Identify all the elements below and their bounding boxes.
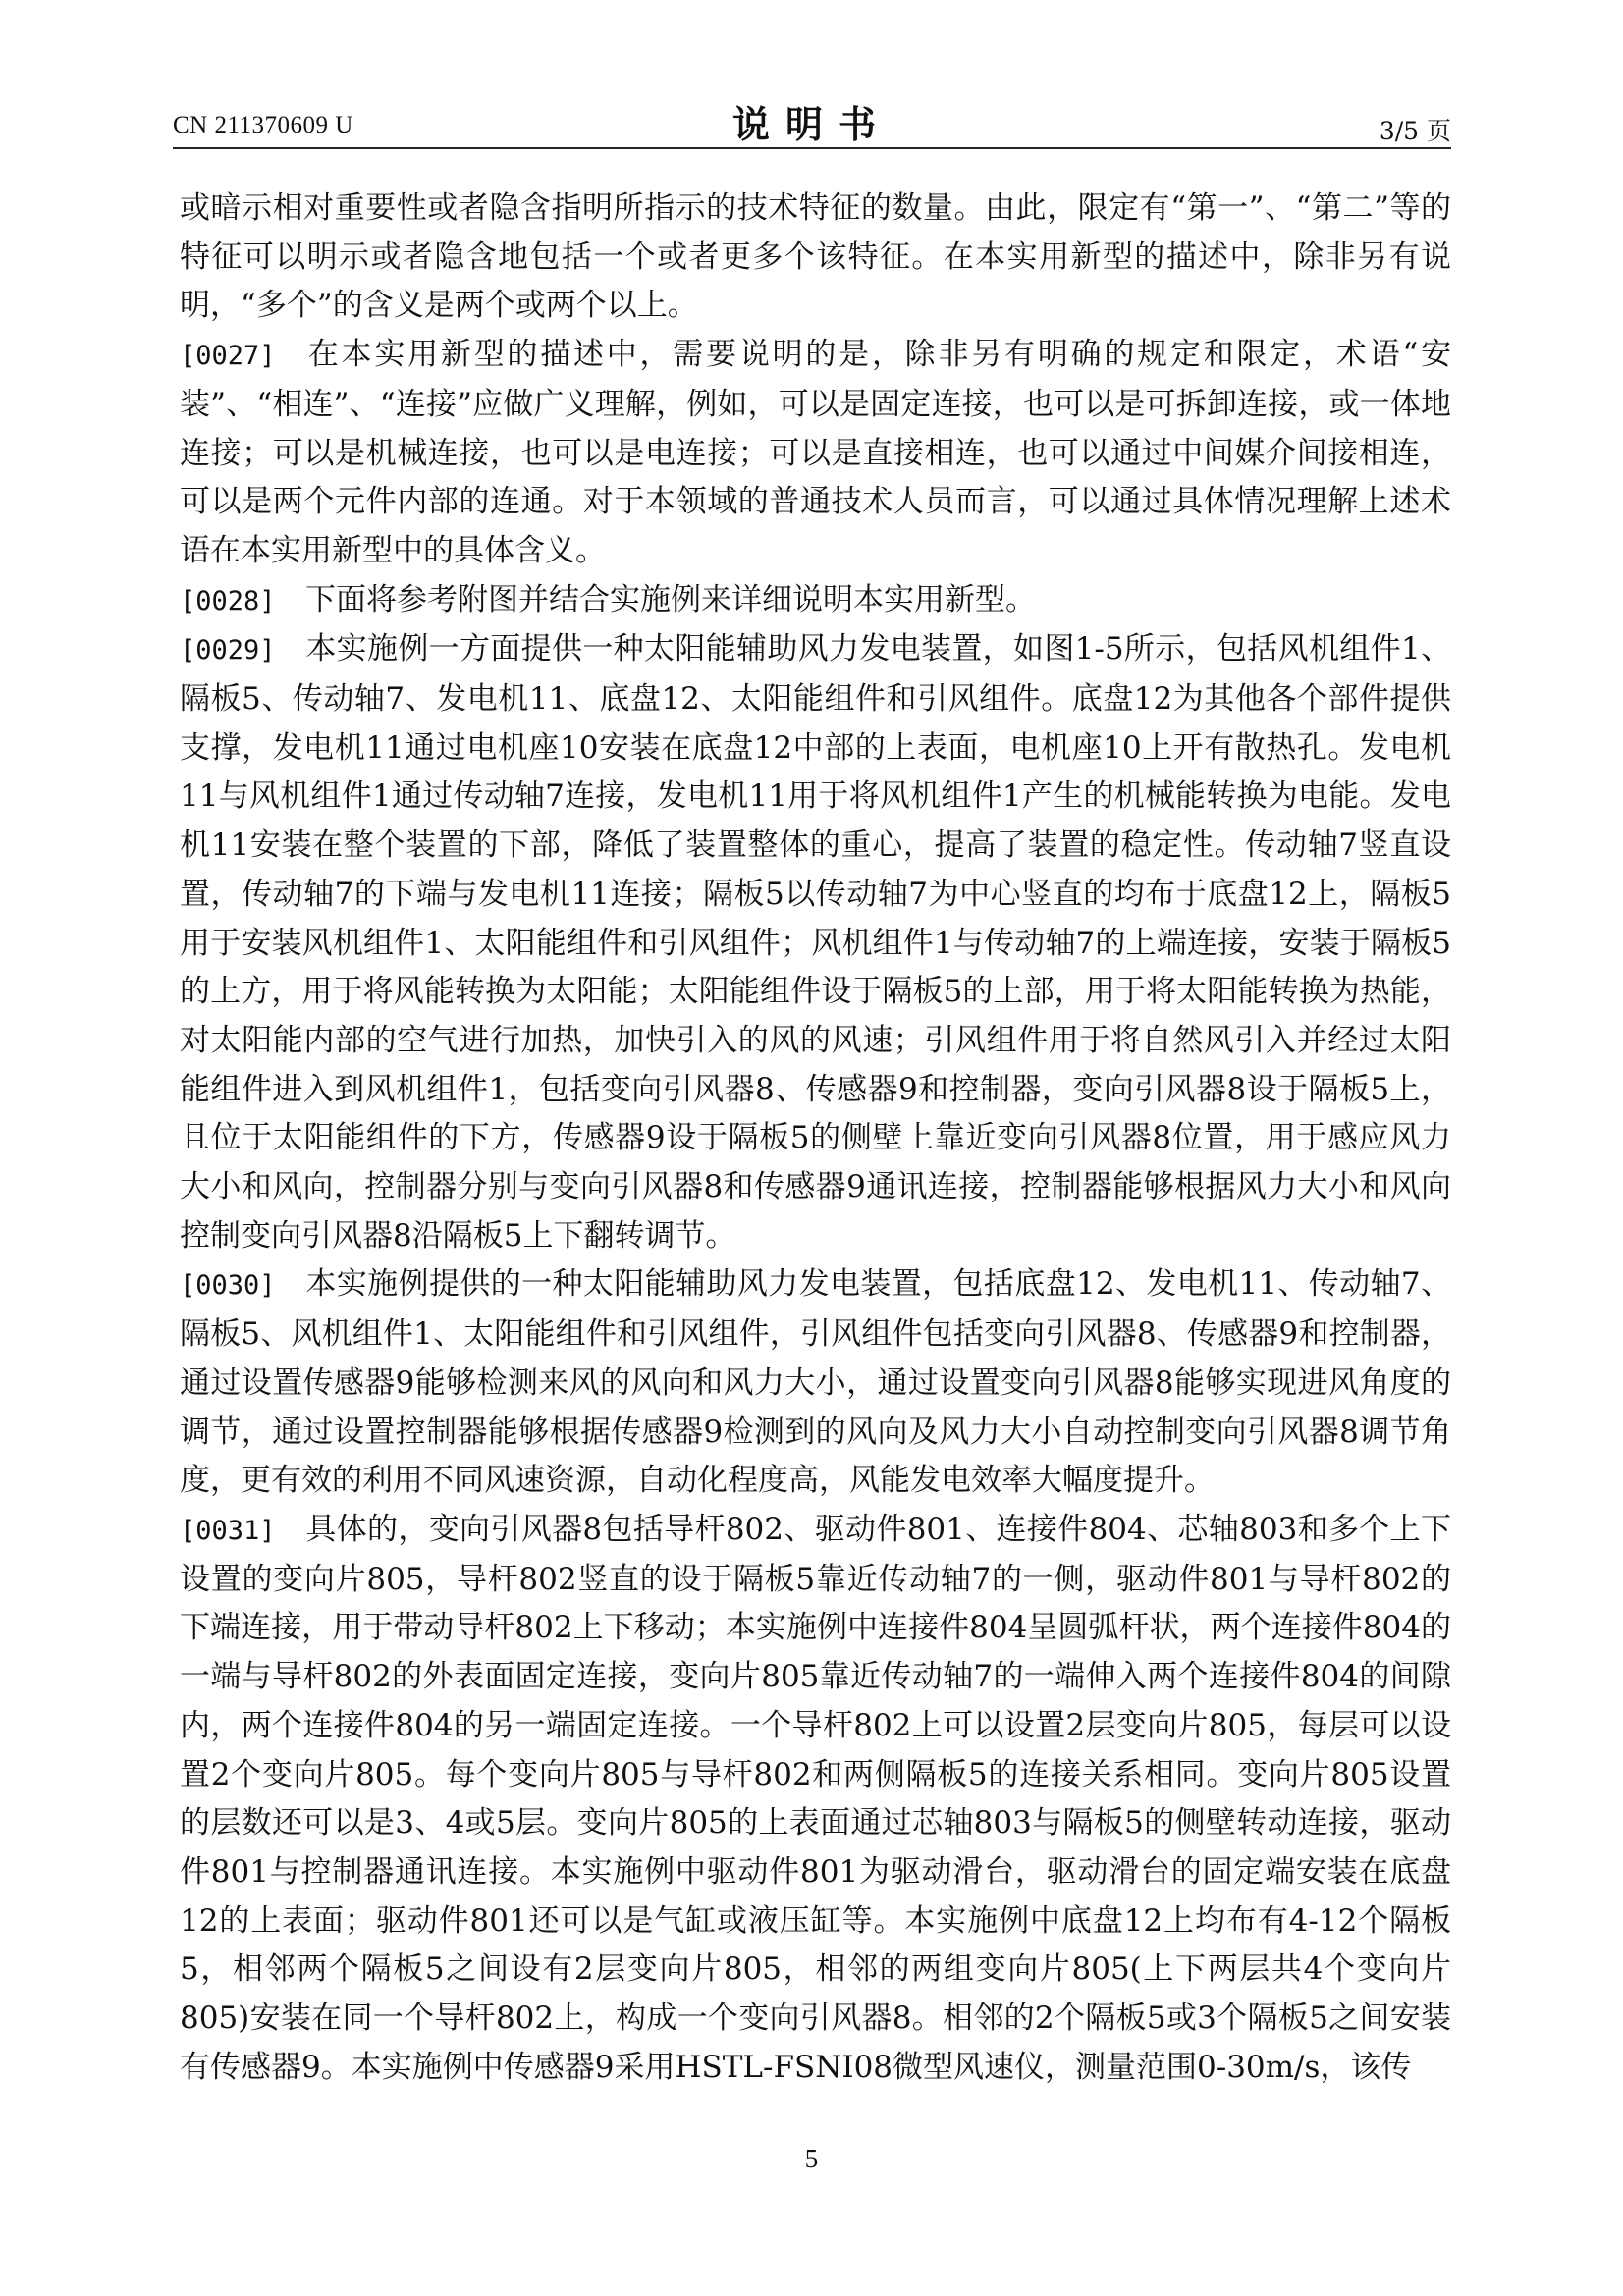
patent-number: CN 211370609 U: [173, 112, 353, 138]
paragraph-number: [0029]: [180, 635, 276, 667]
header-rule: [173, 147, 1451, 149]
document-title: 说明书: [731, 102, 892, 146]
page-header: [173, 94, 1451, 145]
page-indicator: 3/5 页: [1379, 117, 1451, 145]
paragraph-number: [0030]: [180, 1270, 276, 1302]
paragraph-text: 本实施例提供的一种太阳能辅助风力发电装置，包括底盘12、发电机11、传动轴7、隔板5、风机组件1、太阳能组件和引风组件，引风组件包括变向引风器8、传感器9和控制器，通过设置传感器9能够检测来风的风向和风力大小，通过设置变向引风器8能够实现进风角度的调节，通过设置控制器能够根据传感器9检测到的风向及风力大小自动控制变向引风器8调节角度，更有效的利用不同风速资源，自动化程度高，风能发电效率大幅度提升。: [180, 1266, 1451, 1499]
document-body: [180, 185, 1451, 2092]
paragraph-0029: [180, 625, 1451, 1260]
paragraph-text: 在本实用新型的描述中，需要说明的是，除非另有明确的规定和限定，术语“安装”、“相连”、“连接”应做广义理解，例如，可以是固定连接，也可以是可拆卸连接，或一体地连接；可以是机械连接，也可以是电连接；可以是直接相连，也可以通过中间媒介间接相连，可以是两个元件内部的连通。对于本领域的普通技术人员而言，可以通过具体情况理解上述术语在本实用新型中的具体含义。: [180, 337, 1451, 568]
paragraph-text: 或暗示相对重要性或者隐含指明所指示的技术特征的数量。由此，限定有“第一”、“第二”等的特征可以明示或者隐含地包括一个或者更多个该特征。在本实用新型的描述中，除非另有说明，“多个”的含义是两个或两个以上。: [180, 190, 1451, 324]
paragraph-0031: [180, 1506, 1451, 2092]
paragraph-text: 本实施例一方面提供一种太阳能辅助风力发电装置，如图1-5所示，包括风机组件1、隔板5、传动轴7、发电机11、底盘12、太阳能组件和引风组件。底盘12为其他各个部件提供支撑，发电机11通过电机座10安装在底盘12中部的上表面，电机座10上开有散热孔。发电机11与风机组件1通过传动轴7连接，发电机11用于将风机组件1产生的机械能转换为电能。发电机11安装在整个装置的下部，降低了装置整体的重心，提高了装置的稳定性。传动轴7竖直设置，传动轴7的下端与发电机11连接；隔板5以传动轴7为中心竖直的均布于底盘12上，隔板5用于安装风机组件1、太阳能组件和引风组件；风机组件1与传动轴7的上端连接，安装于隔板5的上方，用于将风能转换为太阳能；太阳能组件设于隔板5的上部，用于将太阳能转换为热能，对太阳能内部的空气进行加热，加快引入的风的风速；引风组件用于将自然风引入并经过太阳能组件进入到风机组件1，包括变向引风器8、传感器9和控制器，变向引风器8设于隔板5上，且位于太阳能组件的下方，传感器9设于隔板5的侧壁上靠近变向引风器8位置，用于感应风力大小和风向，控制器分别与变向引风器8和传感器9通讯连接，控制器能够根据风力大小和风向控制变向引风器8沿隔板5上下翻转调节。: [180, 631, 1451, 1254]
paragraph-text: 下面将参考附图并结合实施例来详细说明本实用新型。: [305, 581, 1036, 617]
paragraph-0027: [180, 331, 1451, 576]
paragraph-continued: [180, 185, 1451, 331]
paragraph-number: [0028]: [180, 585, 276, 616]
page-number: 5: [804, 2144, 819, 2173]
paragraph-0028: [180, 576, 1451, 626]
paragraph-0030: [180, 1260, 1451, 1506]
paragraph-number: [0031]: [180, 1515, 276, 1546]
paragraph-text: 具体的，变向引风器8包括导杆802、驱动件801、连接件804、芯轴803和多个上下设置的变向片805，导杆802竖直的设于隔板5靠近传动轴7的一侧，驱动件801与导杆802的下端连接，用于带动导杆802上下移动；本实施例中连接件804呈圆弧杆状，两个连接件804的一端与导杆802的外表面固定连接，变向片805靠近传动轴7的一端伸入两个连接件804的间隙内，两个连接件804的另一端固定连接。一个导杆802上可以设置2层变向片805，每层可以设置2个变向片805。每个变向片805与导杆802和两侧隔板5的连接关系相同。变向片805设置的层数还可以是3、4或5层。变向片805的上表面通过芯轴803与隔板5的侧壁转动连接，驱动件801与控制器通讯连接。本实施例中驱动件801为驱动滑台，驱动滑台的固定端安装在底盘12的上表面；驱动件801还可以是气缸或液压缸等。本实施例中底盘12上均布有4-12个隔板5，相邻两个隔板5之间设有2层变向片805，相邻的两组变向片805(上下两层共4个变向片805)安装在同一个导杆802上，构成一个变向引风器8。相邻的2个隔板5或3个隔板5之间安装有传感器9。本实施例中传感器9采用HSTL-FSNI08微型风速仪，测量范围0-30m/s，该传: [180, 1511, 1451, 2085]
paragraph-number: [0027]: [180, 341, 276, 372]
